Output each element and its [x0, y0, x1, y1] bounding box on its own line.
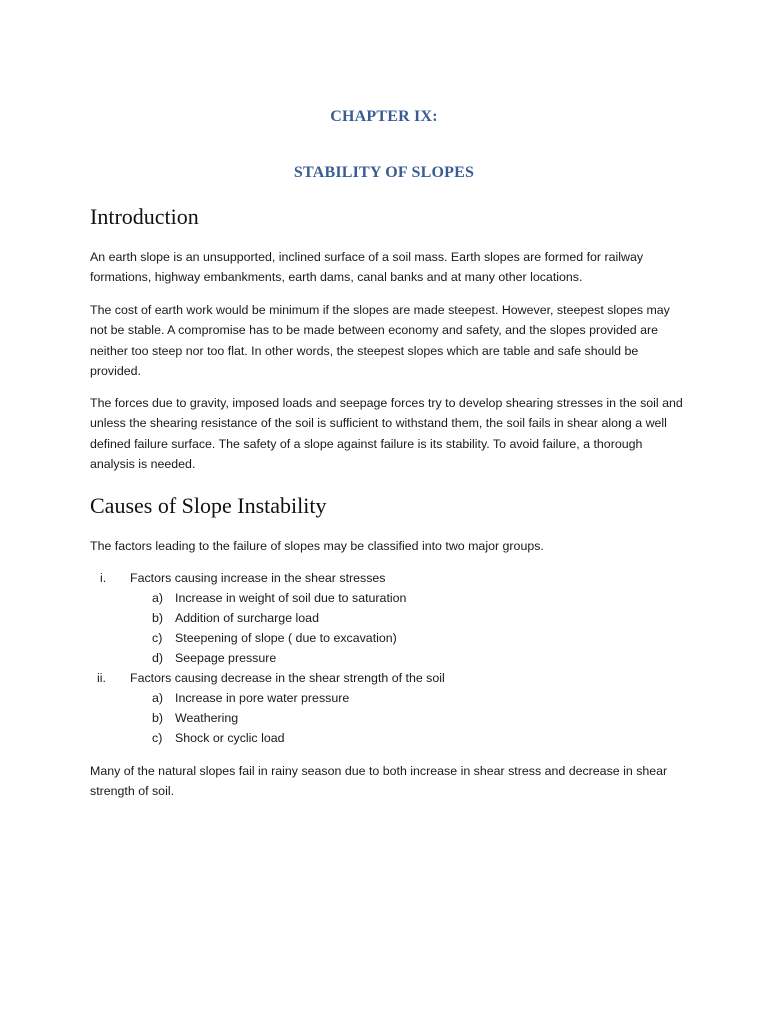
chapter-title: STABILITY OF SLOPES — [293, 164, 475, 181]
chapter-number: CHAPTER IX: — [330, 108, 438, 125]
list-item-text: Factors causing increase in the shear stresses — [130, 571, 386, 585]
list-marker: c) — [152, 731, 163, 745]
list-item-text: Shock or cyclic load — [175, 731, 285, 745]
causes-conclusion-paragraph: Many of the natural slopes fail in rainy season due to both increase in shear stress and decrease in shear strength of soil. — [90, 764, 668, 799]
introduction-paragraph-2: The cost of earth work would be minimum if the slopes are made steepest. However, steepest slopes may not be stable. A compromise has to be made between economy and safety, and the slopes provided are neither too steep nor too flat. In other words, the steepest slopes which are table and safe should be provided. — [90, 303, 670, 378]
list-item-text: Factors causing decrease in the shear strength of the soil — [130, 671, 445, 685]
list-item-text: Increase in weight of soil due to saturation — [175, 591, 407, 605]
list-marker: b) — [152, 711, 164, 725]
introduction-heading: Introduction — [90, 204, 199, 229]
list-marker: d) — [152, 651, 164, 665]
list-item-text: Increase in pore water pressure — [175, 691, 350, 705]
list-item-text: Weathering — [175, 711, 239, 725]
list-marker: a) — [152, 591, 164, 605]
list-marker: c) — [152, 631, 163, 645]
list-item-text: Steepening of slope ( due to excavation) — [175, 631, 397, 645]
causes-intro-paragraph: The factors leading to the failure of slopes may be classified into two major groups. — [90, 539, 544, 553]
introduction-paragraph-1: An earth slope is an unsupported, inclined surface of a soil mass. Earth slopes are formed for railway formations, highway embankments, earth dams, canal banks and at many other locations. — [90, 250, 644, 285]
list-marker: b) — [152, 611, 164, 625]
list-item-text: Seepage pressure — [175, 651, 277, 665]
list-marker: i. — [100, 571, 107, 585]
introduction-paragraph-3: The forces due to gravity, imposed loads and seepage forces try to develop shearing stresses in the soil and unless the shearing resistance of the soil is sufficient to withstand them, the soil fails in shear along a well defined failure surface. The safety of a slope against failure is its stability. To avoid failure, a thorough analysis is needed. — [90, 396, 683, 471]
causes-heading: Causes of Slope Instability — [90, 493, 327, 518]
list-marker: a) — [152, 691, 164, 705]
list-marker: ii. — [97, 671, 106, 685]
list-item-text: Addition of surcharge load — [175, 611, 319, 625]
